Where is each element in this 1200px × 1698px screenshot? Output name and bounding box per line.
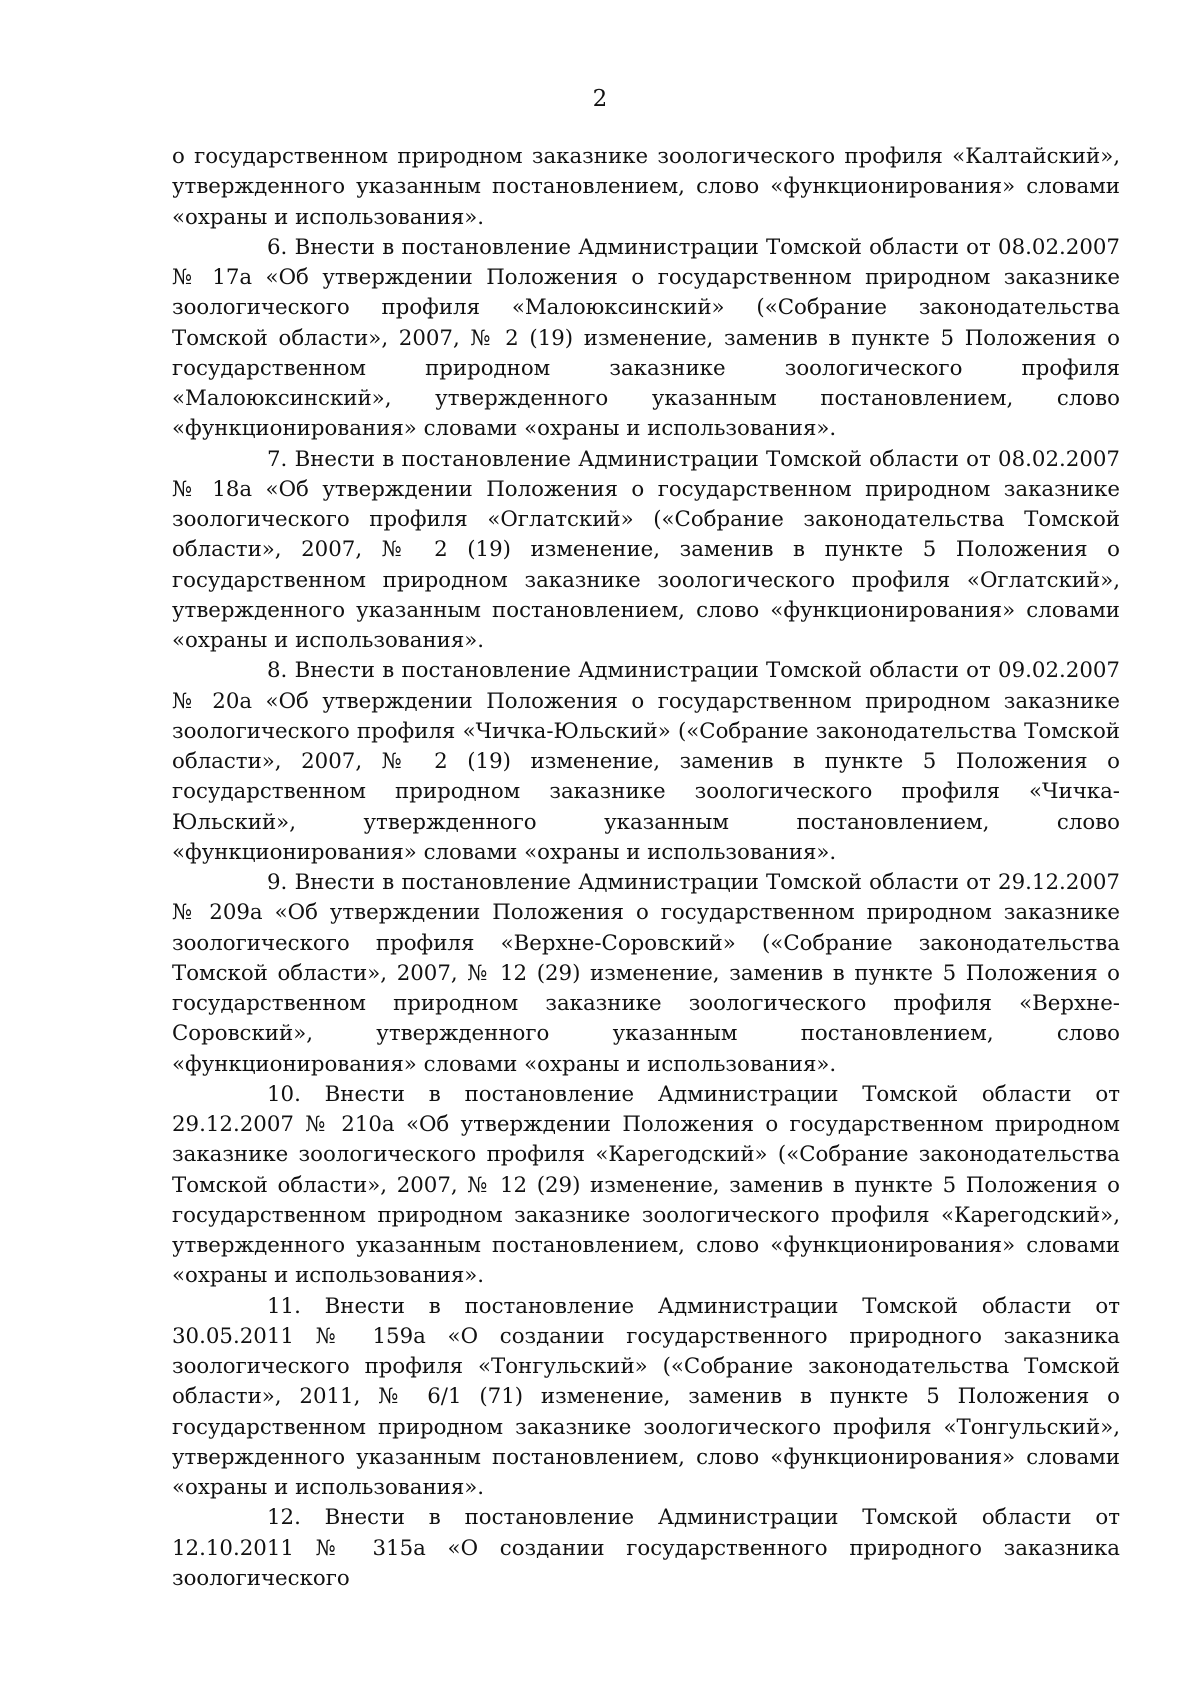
page-number: 2 (592, 86, 608, 112)
paragraph-continuation: о государственном природном заказнике зоологического профиля «Калтайский», утвержденного указанным постановлением, слово «функционирования» словами «охраны и использования». (172, 144, 1120, 230)
paragraph-item-11: 11. Внести в постановление Администрации Томской области от 30.05.2011 № 159а «О создании государственного природного заказника зоологического профиля «Тонгульский» («Собрание законодательства Томской области», 2011, № 6/1 (71) изменение, заменив в пункте 5 Положения о государственном природном заказнике зоологического профиля «Тонгульский», утвержденного указанным постановлением, слово «функционирования» словами «охраны и использования». (172, 1293, 1120, 1500)
paragraph-item-9: 9. Внести в постановление Администрации Томской области от 29.12.2007 № 209а «Об утверждении Положения о государственном природном заказнике зоологического профиля «Верхне-Соровский» («Собрание законодательства Томской области», 2007, № 12 (29) изменение, заменив в пункте 5 Положения о государственном природном заказнике зоологического профиля «Верхне-Соровский», утвержденного указанным постановлением, слово «функционирования» словами «охраны и использования». (172, 870, 1120, 1077)
paragraph-item-12: 12. Внести в постановление Администрации Томской области от 12.10.2011 № 315а «О создании государственного природного заказника зоологического (172, 1505, 1120, 1591)
paragraph-item-7: 7. Внести в постановление Администрации Томской области от 08.02.2007 № 18а «Об утверждении Положения о государственном природном заказнике зоологического профиля «Оглатский» («Собрание законодательства Томской области», 2007, № 2 (19) изменение, заменив в пункте 5 Положения о государственном природном заказнике зоологического профиля «Оглатский», утвержденного указанным постановлением, слово «функционирования» словами «охраны и использования». (172, 446, 1120, 653)
document-body (172, 142, 1120, 1594)
paragraph-item-10: 10. Внести в постановление Администрации Томской области от 29.12.2007 № 210а «Об утверждении Положения о государственном природном заказнике зоологического профиля «Карегодский» («Собрание законодательства Томской области», 2007, № 12 (29) изменение, заменив в пункте 5 Положения о государственном природном заказнике зоологического профиля «Карегодский», утвержденного указанным постановлением, слово «функционирования» словами «охраны и использования». (172, 1081, 1120, 1289)
paragraph-item-6: 6. Внести в постановление Администрации Томской области от 08.02.2007 № 17а «Об утверждении Положения о государственном природном заказнике зоологического профиля «Малоюксинский» («Собрание законодательства Томской области», 2007, № 2 (19) изменение, заменив в пункте 5 Положения о государственном природном заказнике зоологического профиля «Малоюксинский», утвержденного указанным постановлением, слово «функционирования» словами «охраны и использования». (172, 234, 1120, 442)
paragraph-item-8: 8. Внести в постановление Администрации Томской области от 09.02.2007 № 20а «Об утверждении Положения о государственном природном заказнике зоологического профиля «Чичка-Юльский» («Собрание законодательства Томской области», 2007, № 2 (19) изменение, заменив в пункте 5 Положения о государственном природном заказнике зоологического профиля «Чичка-Юльский», утвержденного указанным постановлением, слово «функционирования» словами «охраны и использования». (172, 658, 1120, 865)
